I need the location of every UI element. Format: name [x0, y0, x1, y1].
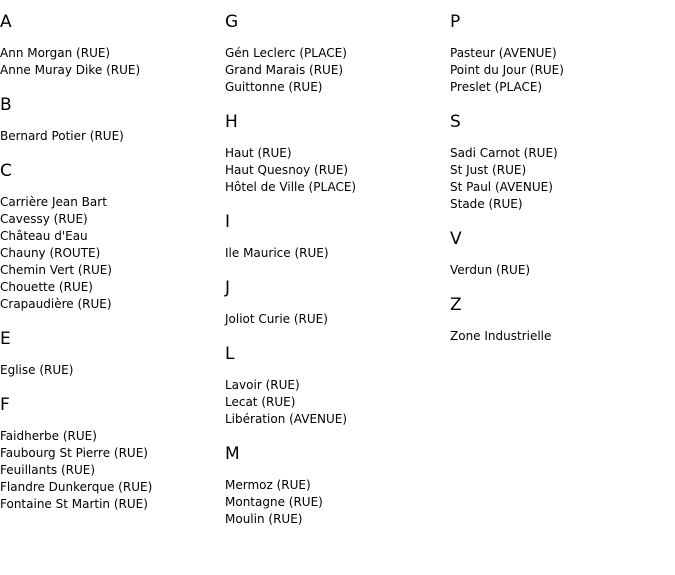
street-link[interactable]: Haut Quesnoy (RUE): [225, 163, 349, 177]
street-link[interactable]: Mermoz (RUE): [225, 478, 311, 492]
street-link[interactable]: Ile Maurice (RUE): [225, 246, 329, 260]
letter-group-f: [0, 395, 220, 513]
street-link[interactable]: Guittonne (RUE): [225, 80, 323, 94]
street-list: [225, 311, 445, 328]
street-list: [225, 45, 445, 96]
street-link[interactable]: Cavessy (RUE): [0, 212, 88, 226]
street-list: [225, 145, 445, 196]
street-link[interactable]: Faidherbe (RUE): [0, 429, 97, 443]
street-link[interactable]: Montagne (RUE): [225, 495, 323, 509]
street-link[interactable]: Fontaine St Martin (RUE): [0, 497, 148, 511]
index-column-1: [0, 0, 220, 513]
letter-heading: J: [225, 278, 231, 298]
letter-group-p: [450, 12, 670, 96]
index-column-2: [225, 0, 445, 528]
street-link[interactable]: Gén Leclerc (PLACE): [225, 46, 347, 60]
street-link[interactable]: Lecat (RUE): [225, 395, 296, 409]
letter-group-i: [225, 212, 445, 262]
letter-heading: G: [225, 12, 239, 32]
letter-heading: P: [450, 12, 461, 32]
street-link[interactable]: Point du Jour (RUE): [450, 63, 564, 77]
letter-group-e: [0, 329, 220, 379]
street-link[interactable]: Moulin (RUE): [225, 512, 303, 526]
letter-heading: L: [225, 344, 235, 364]
street-link[interactable]: Eglise (RUE): [0, 363, 74, 377]
street-list: [225, 477, 445, 528]
letter-group-z: [450, 295, 670, 345]
letter-heading: F: [0, 395, 10, 415]
street-list: [225, 245, 445, 262]
street-list: [0, 194, 220, 313]
letter-heading: A: [0, 12, 12, 32]
street-link[interactable]: Anne Muray Dike (RUE): [0, 63, 141, 77]
street-link[interactable]: Stade (RUE): [450, 197, 523, 211]
street-link[interactable]: Feuillants (RUE): [0, 463, 96, 477]
street-list: [0, 428, 220, 513]
letter-group-j: [225, 278, 445, 328]
street-link[interactable]: Preslet (PLACE): [450, 80, 543, 94]
street-list: [450, 45, 670, 96]
street-link[interactable]: Libération (AVENUE): [225, 412, 348, 426]
street-link[interactable]: St Paul (AVENUE): [450, 180, 553, 194]
street-list: [450, 145, 670, 213]
letter-group-s: [450, 112, 670, 213]
street-list: [450, 328, 670, 345]
street-link[interactable]: Chauny (ROUTE): [0, 246, 101, 260]
street-link[interactable]: Chouette (RUE): [0, 280, 93, 294]
street-link[interactable]: Château d'Eau: [0, 229, 88, 243]
street-link[interactable]: Carrière Jean Bart: [0, 195, 107, 209]
letter-heading: Z: [450, 295, 462, 315]
street-link[interactable]: Crapaudière (RUE): [0, 297, 112, 311]
street-link[interactable]: Verdun (RUE): [450, 263, 531, 277]
letter-group-b: [0, 95, 220, 145]
street-link[interactable]: Grand Marais (RUE): [225, 63, 344, 77]
letter-heading: H: [225, 112, 238, 132]
letter-group-m: [225, 444, 445, 528]
letter-heading: I: [225, 212, 231, 232]
letter-group-g: [225, 12, 445, 96]
street-link[interactable]: Haut (RUE): [225, 146, 292, 160]
street-link[interactable]: Lavoir (RUE): [225, 378, 300, 392]
street-link[interactable]: Hôtel de Ville (PLACE): [225, 180, 357, 194]
street-list: [0, 362, 220, 379]
street-list: [450, 262, 670, 279]
letter-heading: C: [0, 161, 12, 181]
street-link[interactable]: Chemin Vert (RUE): [0, 263, 112, 277]
street-link[interactable]: Zone Industrielle: [450, 329, 552, 343]
letter-heading: M: [225, 444, 240, 464]
letter-group-a: [0, 12, 220, 79]
index-column-3: [450, 0, 670, 345]
street-link[interactable]: Ann Morgan (RUE): [0, 46, 111, 60]
street-list: [0, 45, 220, 79]
letter-group-c: [0, 161, 220, 313]
street-link[interactable]: St Just (RUE): [450, 163, 527, 177]
letter-heading: S: [450, 112, 461, 132]
letter-group-h: [225, 112, 445, 196]
letter-group-l: [225, 344, 445, 428]
street-link[interactable]: Joliot Curie (RUE): [225, 312, 328, 326]
street-list: [225, 377, 445, 428]
street-list: [0, 128, 220, 145]
street-link[interactable]: Faubourg St Pierre (RUE): [0, 446, 148, 460]
letter-heading: E: [0, 329, 11, 349]
street-link[interactable]: Pasteur (AVENUE): [450, 46, 557, 60]
street-link[interactable]: Flandre Dunkerque (RUE): [0, 480, 153, 494]
letter-group-v: [450, 229, 670, 279]
street-link[interactable]: Sadi Carnot (RUE): [450, 146, 558, 160]
letter-heading: B: [0, 95, 12, 115]
letter-heading: V: [450, 229, 462, 249]
street-link[interactable]: Bernard Potier (RUE): [0, 129, 124, 143]
